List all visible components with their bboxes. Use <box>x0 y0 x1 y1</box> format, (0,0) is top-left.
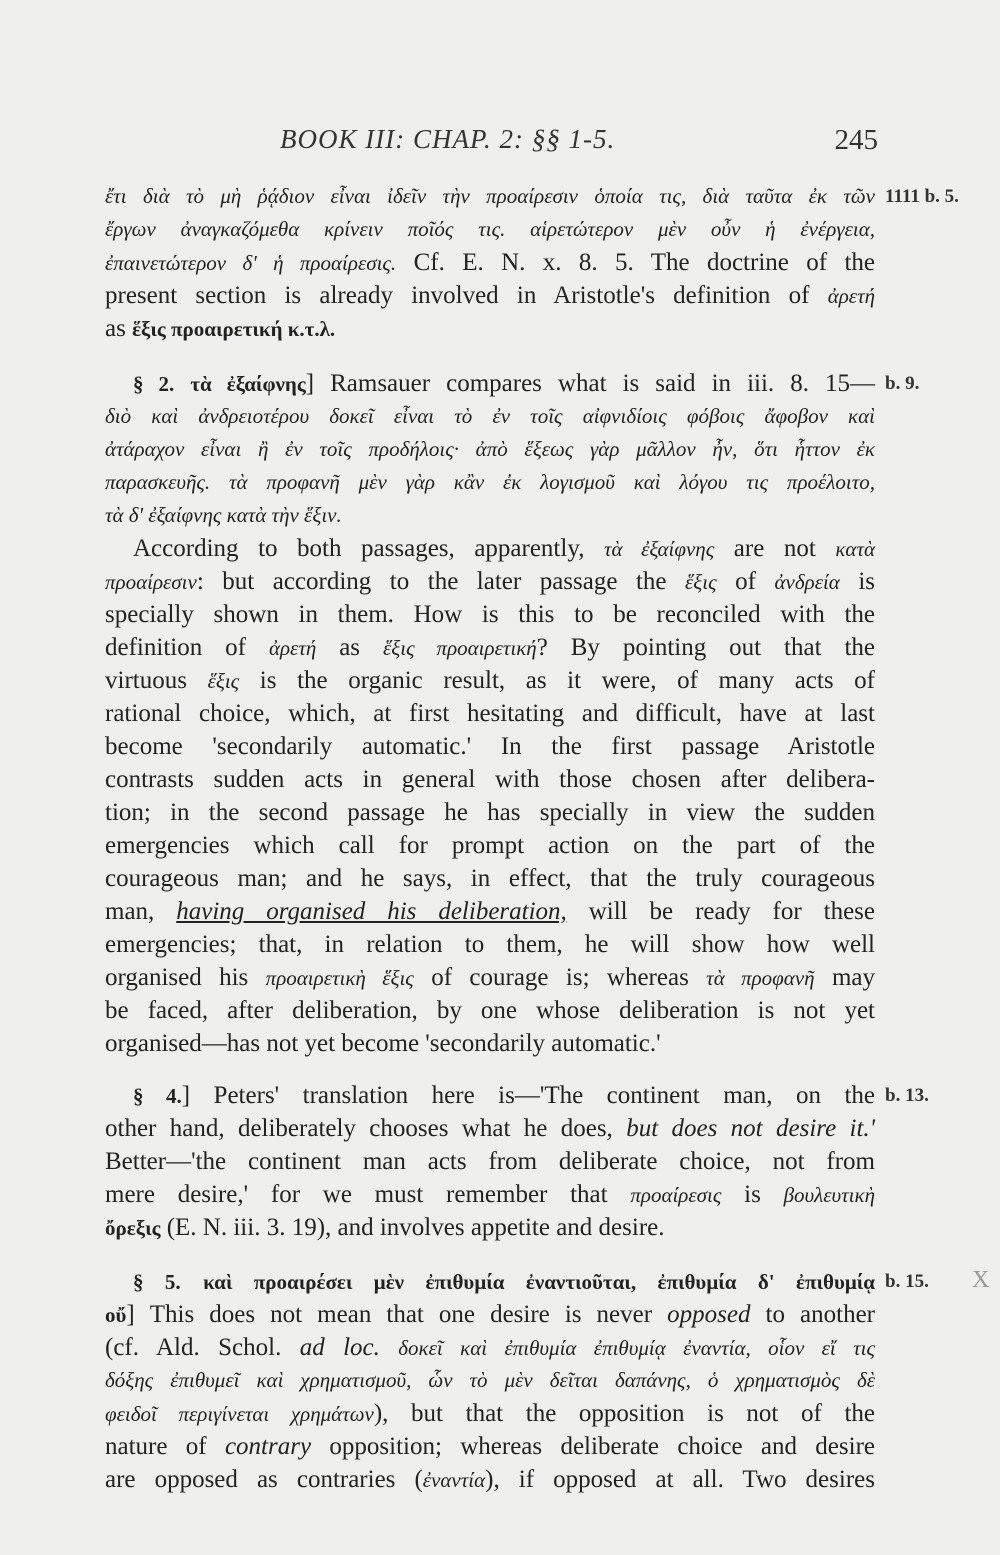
text-line <box>105 895 875 928</box>
running-head: BOOK III: CHAP. 2: §§ 1-5. <box>280 124 616 154</box>
text-span: man, <box>105 898 155 925</box>
page-number: 245 <box>834 124 878 156</box>
text-span: to another <box>765 1301 875 1328</box>
text-line <box>105 1430 875 1463</box>
text-line <box>105 279 875 312</box>
greek-text: ἕξις προαιρετική <box>382 636 537 660</box>
italic-text: having organised his deliberation, <box>176 898 567 925</box>
text-line: Better—'the continent man acts from deliberate choice, not from <box>105 1148 875 1175</box>
text-line <box>105 1211 875 1244</box>
text-line <box>105 1178 875 1211</box>
section-heading-line <box>133 1265 875 1298</box>
text-span: will be ready for these <box>588 898 876 925</box>
text-span: is <box>744 1181 761 1208</box>
greek-lemma: τὰ ἐξαίφνης <box>190 372 306 396</box>
greek-text: προαίρεσις <box>630 1183 722 1207</box>
greek-text: δοκεῖ καὶ ἐπιθυμία ἐπιθυμίᾳ ἐναντία, οἷον εἴ τις <box>398 1336 876 1360</box>
italic-text: opposed <box>667 1301 751 1328</box>
greek-text: ἐναντία <box>422 1468 486 1492</box>
text-line <box>133 532 875 565</box>
text-line: organised—has not yet become 'secondarily automatic.' <box>105 1030 661 1057</box>
greek-text: ἀρετή <box>827 284 876 308</box>
greek-text: τὰ ἐξαίφνης <box>604 537 715 561</box>
text-line: specially shown in them. How is this to be reconciled with the <box>105 601 875 628</box>
greek-text: προαίρεσιν <box>105 570 197 594</box>
text-line: τὰ δ' ἐξαίφνης κατὰ τὴν ἕξιν. <box>105 503 342 527</box>
text-line <box>105 565 875 598</box>
greek-text: ἀνδρεία <box>774 570 840 594</box>
greek-lemma: ὄρεξις <box>105 1216 161 1240</box>
section-number: § 5. <box>133 1270 181 1294</box>
margin-reference: b. 9. <box>885 373 920 394</box>
greek-text: ἕξις <box>685 570 717 594</box>
text-span: organised his <box>105 964 249 991</box>
text-span: According to both passages, apparently, <box>133 535 585 562</box>
text-line <box>105 1298 875 1331</box>
section-heading-line <box>133 367 875 400</box>
italic-text: contrary <box>224 1433 312 1460</box>
text-line: ἔτι διὰ τὸ μὴ ῥᾴδιον εἶναι ἰδεῖν τὴν προαίρεσιν ὁποία τις, διὰ ταῦτα ἐκ τῶν <box>105 184 875 208</box>
text-line <box>105 664 875 697</box>
text-span: of <box>735 568 756 595</box>
greek-lemma: καὶ προαιρέσει μὲν ἐπιθυμία ἐναντιοῦται, ἐπιθυμία δ' ἐπιθυμίᾳ <box>203 1270 876 1294</box>
text-line: παρασκευῆς. τὰ προφανῆ μὲν γὰρ κἂν ἐκ λογισμοῦ καὶ λόγου τις προέλοιτο, <box>105 470 875 494</box>
pencil-margin-mark: X <box>972 1267 990 1293</box>
text-line <box>105 246 875 279</box>
margin-reference: 1111 b. 5. <box>885 186 959 207</box>
greek-text: τὰ προφανῆ <box>706 966 815 990</box>
text-line: διὸ καὶ ἀνδρειοτέρου δοκεῖ εἶναι τὸ ἐν τοῖς αἰφνιδίοις φόβοις ἄφοβον καὶ <box>105 404 875 428</box>
text-span: mere desire,' for we must remember that <box>105 1181 608 1208</box>
text-line <box>105 961 875 994</box>
text-span: (E. N. iii. 3. 19), and involves appetite and desire. <box>166 1214 665 1241</box>
text-span: nature of <box>105 1433 207 1460</box>
section-number: § 2. <box>133 372 175 396</box>
text-span: definition of <box>105 634 246 661</box>
text-span: ), but that the opposition is not of the <box>373 1400 875 1427</box>
text-span: ] This does not mean that one desire is never <box>126 1301 653 1328</box>
italic-text: but does not desire it.' <box>626 1115 876 1142</box>
text-line <box>105 1331 875 1364</box>
text-span: ] Peters' translation here is—'The continent man, on the <box>181 1082 875 1109</box>
text-line: become 'secondarily automatic.' In the first passage Aristotle <box>105 733 875 760</box>
greek-text: ἀρετή <box>268 636 317 660</box>
text-line: ἀτάραχον εἶναι ἢ ἐν τοῖς προδήλοις· ἀπὸ ἕξεως γὰρ μᾶλλον ἦν, ὅτι ἧττον ἐκ <box>105 437 875 461</box>
margin-reference: b. 13. <box>885 1085 929 1106</box>
text-span: ? By pointing out that the <box>536 634 876 661</box>
greek-lemma: ἕξις προαιρετική κ.τ.λ. <box>132 317 336 341</box>
text-span: other hand, deliberately chooses what he does, <box>105 1115 613 1142</box>
text-span: : but according to the later passage the <box>196 568 667 595</box>
text-line: be faced, after deliberation, by one whose deliberation is not yet <box>105 997 875 1024</box>
text-line: tion; in the second passage he has specially in view the sudden <box>105 799 875 826</box>
greek-lemma: οὔ <box>105 1303 127 1327</box>
text-span: Cf. E. N. x. 8. 5. The doctrine of the <box>413 249 875 276</box>
text-span: opposition; whereas deliberate choice and desire <box>329 1433 876 1460</box>
text-line: δόξης ἐπιθυμεῖ καὶ χρηματισμοῦ, ὧν τὸ μὲν δεῖται δαπάνης, ὁ χρηματισμὸς δὲ <box>105 1368 875 1392</box>
text-line <box>105 1112 875 1145</box>
text-line: emergencies; that, in relation to them, he will show how well <box>105 931 875 958</box>
text-line <box>105 312 875 345</box>
text-span: ] Ramsauer compares what is said in iii. 8. 15— <box>305 370 876 397</box>
text-span: of courage is; whereas <box>431 964 689 991</box>
text-line: contrasts sudden acts in general with those chosen after delibera- <box>105 766 875 793</box>
text-span: is <box>858 568 876 595</box>
text-line: ἔργων ἀναγκαζόμεθα κρίνειν ποῖός τις. αἱρετώτερον μὲν οὖν ἡ ἐνέργεια, <box>105 217 875 241</box>
text-line: emergencies which call for prompt action on the part of the <box>105 832 875 859</box>
text-span: as <box>339 634 361 661</box>
text-span: virtuous <box>105 667 187 694</box>
text-span: ), if opposed at all. Two desires <box>485 1466 875 1493</box>
greek-text: ἐπαινετώτερον δ' ἡ προαίρεσις. <box>105 251 397 275</box>
text-span: as <box>105 315 126 342</box>
section-heading-line <box>133 1079 875 1112</box>
text-span: may <box>831 964 875 991</box>
italic-text: ad loc. <box>299 1334 380 1361</box>
text-span: is the organic result, as it were, of many acts of <box>259 667 875 694</box>
text-span: are not <box>733 535 816 562</box>
section-number: § 4. <box>133 1084 182 1108</box>
greek-text: βουλευτικὴ <box>783 1183 876 1207</box>
text-span: present section is already involved in Aristotle's definition of <box>105 282 810 309</box>
greek-text: φειδοῖ περιγίνεται χρημάτων <box>105 1402 374 1426</box>
text-line <box>105 631 875 664</box>
text-line: rational choice, which, at first hesitating and difficult, have at last <box>105 700 875 727</box>
page-header <box>280 120 880 160</box>
text-line <box>105 1397 875 1430</box>
text-span: are opposed as contraries ( <box>105 1466 423 1493</box>
text-span: (cf. Ald. Schol. <box>105 1334 282 1361</box>
text-line <box>105 1463 875 1496</box>
margin-reference: b. 15. <box>885 1271 929 1292</box>
greek-text: κατὰ <box>835 537 875 561</box>
text-line: courageous man; and he says, in effect, that the truly courageous <box>105 865 875 892</box>
greek-text: προαιρετικὴ ἕξις <box>265 966 414 990</box>
greek-text: ἕξις <box>207 669 240 693</box>
